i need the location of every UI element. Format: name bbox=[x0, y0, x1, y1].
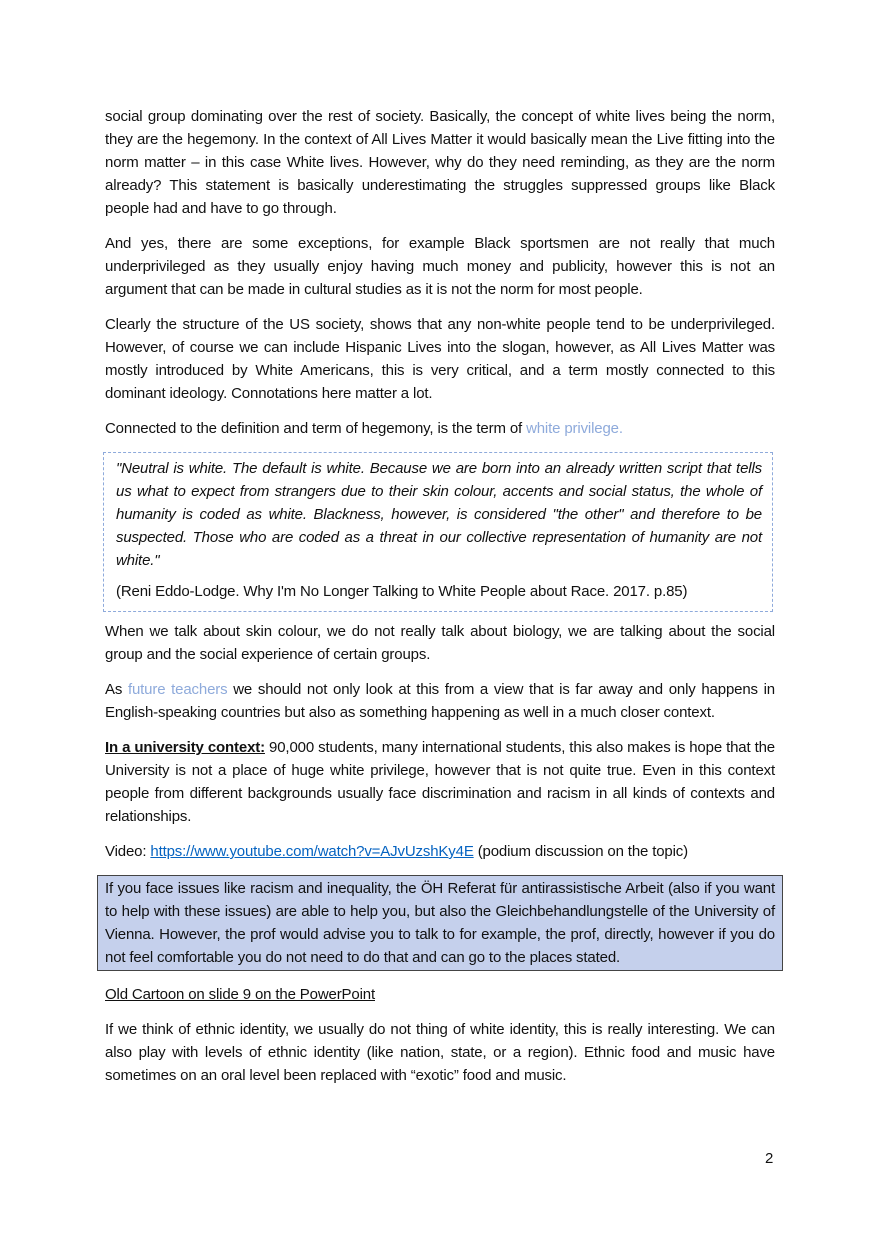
video-link[interactable]: https://www.youtube.com/watch?v=AJvUzshKy4E bbox=[150, 843, 474, 860]
notice-box bbox=[97, 875, 783, 971]
text: 90,000 students, many international students, this also makes is hope that the University is not a place of huge white privilege, however that is not quite true. Even in this context people from different backgrounds usually face discrimination and racism in all kinds of contexts and relationships. bbox=[105, 739, 775, 825]
cartoon-heading: Old Cartoon on slide 9 on the PowerPoint bbox=[105, 986, 375, 1003]
text: Connected to the definition and term of hegemony, is the term of bbox=[105, 420, 527, 437]
paragraph: Clearly the structure of the US society, shows that any non-white people tend to be underprivileged. However, of course we can include Hispanic Lives into the slogan, however, as All Lives Matter was mostly introduced by White Americans, this is very critical, and a term mostly connected to this dominant ideology. Connotations here matter a lot. bbox=[105, 316, 775, 402]
future-teachers-link[interactable]: future teachers bbox=[127, 681, 228, 698]
page-number: 2 bbox=[765, 1150, 774, 1167]
video-label: Video: bbox=[105, 843, 151, 860]
paragraph bbox=[105, 417, 775, 440]
university-context-heading: In a university context: bbox=[105, 739, 265, 756]
paragraph: And yes, there are some exceptions, for example Black sportsmen are not really that much underprivileged as they usually enjoy having much money and publicity, however this is not an argument that can be made in cultural studies as it is not the norm for most people. bbox=[105, 235, 775, 298]
paragraph bbox=[105, 678, 775, 724]
text: we should not only look at this from a view that is far away and only happens in English-speaking countries but also as something happening as well in a much closer context. bbox=[105, 681, 775, 721]
paragraph bbox=[105, 736, 775, 828]
paragraph: When we talk about skin colour, we do not really talk about biology, we are talking about the social group and the social experience of certain groups. bbox=[105, 623, 775, 663]
text: As bbox=[105, 681, 128, 698]
white-privilege-link[interactable]: white privilege. bbox=[526, 420, 623, 437]
quote-citation: (Reni Eddo-Lodge. Why I'm No Longer Talking to White People about Race. 2017. p.85) bbox=[116, 583, 688, 600]
document-body bbox=[105, 105, 775, 1099]
paragraph: If we think of ethnic identity, we usually do not thing of white identity, this is really interesting. We can also play with levels of ethnic identity (like nation, state, or a region). Ethnic food and music have sometimes on an oral level been replaced with “exotic” food and music. bbox=[105, 1021, 775, 1084]
quote-text: "Neutral is white. The default is white. Because we are born into an already written script that tells us what to expect from strangers due to their skin colour, accents and social status, the whole of humanity is coded as white. Blackness, however, is considered "the other" and therefore to be suspected. Those who are coded as a threat in our collective representation of humanity are not white." bbox=[116, 460, 762, 569]
notice-text: If you face issues like racism and inequality, the ÖH Referat für antirassistische Arbeit (also if you want to help with these issues) are able to help you, but also the Gleichbehandlungstelle of the University of Vienna. However, the prof would advise you to talk to for example, the prof, directly, however if you do not feel comfortable you do not need to do that and can go to the places stated. bbox=[105, 880, 775, 966]
video-paragraph bbox=[105, 840, 775, 863]
quote-box bbox=[103, 452, 773, 612]
quote-paragraph bbox=[116, 457, 762, 572]
paragraph: social group dominating over the rest of society. Basically, the concept of white lives being the norm, they are the hegemony. In the context of All Lives Matter it would basically mean the Live fitting into the norm matter – in this case White lives. However, why do they need reminding, as they are the norm already? This statement is basically underestimating the struggles suppressed groups like Black people had and have to go through. bbox=[105, 108, 775, 217]
video-note: (podium discussion on the topic) bbox=[473, 843, 689, 860]
